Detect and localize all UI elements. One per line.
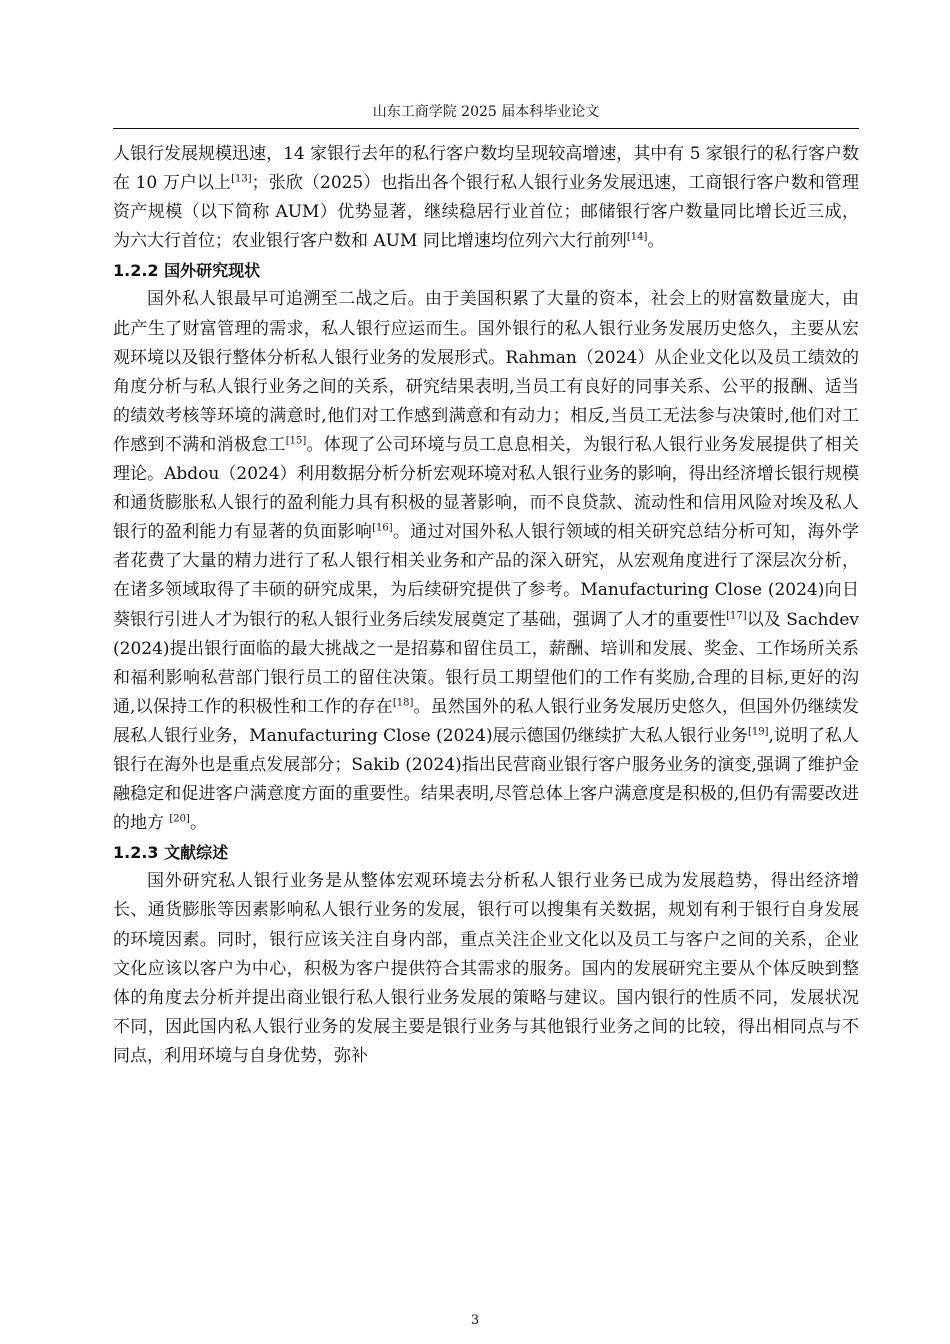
paragraph-text: 国外研究私人银行业务是从整体宏观环境去分析私人银行业务已成为发展趋势，得出经济增长、通货膨胀等因素影响私人银行业务的发展，银行可以搜集有关数据，规划有利于银行自身发展的环境因素。同时，银行应该关注自身内部，重点关注企业文化以及员工与客户之间的关系，企业文化应该以客户为中心，积极为客户提供符合其需求的服务。国内的发展研究主要从个体反映到整体的角度去分析并提出商业银行私人银行业务发展的策略与建议。国内银行的性质不同，发展状况不同，因此国内私人银行业务的发展主要是银行业务与其他银行业务之间的比较，得出相同点与不同点，利用环境与自身优势，弥补 <box>113 871 859 1066</box>
section-heading-literature-review: 1.2.3 文献综述 <box>113 843 229 863</box>
citation-ref: [20] <box>169 813 190 825</box>
paragraph-continuation <box>113 140 859 256</box>
paragraph-foreign-research <box>113 285 859 838</box>
header-divider <box>113 128 859 129</box>
running-header: 山东工商学院 2025 届本科毕业论文 <box>372 104 600 120</box>
paragraph-literature-review <box>113 867 859 1071</box>
paragraph-text: 人银行发展规模迅速，14 家银行去年的私行客户数均呈现较高增速，其中有 5 家银行的私行客户数在 10 万户以上 <box>113 144 859 194</box>
citation-ref: [13] <box>231 173 252 185</box>
paragraph-text: 。体现了公司环境与员工息息相关，为银行私人银行业务发展提供了相关理论。Abdou（2024）利用数据分析分析宏观环境对私人银行业务的影响，得出经济增长银行规模和通货膨胀私人银行的盈利能力具有积极的显著影响，而不良贷款、流动性和信用风险对埃及私人银行的盈利能力有显著的负面影响 <box>113 434 860 543</box>
paragraph-text: 以及 Sachdev (2024)提出银行面临的最大挑战之一是招募和留住员工，薪酬、培训和发展、奖金、工作场所关系和福利影响私营部门银行员工的留住决策。银行员工期望他们的工作有奖励,合理的目标,更好的沟通,以保持工作的积极性和工作的存在 <box>113 609 860 717</box>
paragraph-text: 。通过对国外私人银行领域的相关研究总结分析可知，海外学者花费了大量的精力进行了私人银行相关业务和产品的深入研究，从宏观角度进行了深层次分析，在诸多领域取得了丰硕的研究成果，为后续研究提供了参考。Manufacturing Close (2024)向日葵银行引进人才为银行的私人银行业务后续发展奠定了基础，强调了人才的重要性 <box>113 522 860 630</box>
paragraph-text: 。 <box>189 813 207 834</box>
page-number: 3 <box>470 1313 480 1328</box>
citation-ref: [17] <box>726 609 747 621</box>
paragraph-text: 。虽然国外的私人银行业务发展历史悠久，但国外仍继续发展私人银行业务，Manufacturing Close (2024)展示德国仍继续扩大私人银行业务 <box>113 696 860 746</box>
citation-ref: [14] <box>626 231 648 243</box>
paragraph-text: 国外私人银最早可追溯至二战之后。由于美国积累了大量的资本，社会上的财富数量庞大，由此产生了财富管理的需求，私人银行应运而生。国外银行的私人银行业务发展历史悠久，主要从宏观环境以及银行整体分析私人银行业务的发展形式。Rahman（2024）从企业文化以及员工绩效的角度分析与私人银行业务之间的关系，研究结果表明,当员工有良好的同事关系、公平的报酬、适当的绩效考核等环境的满意时,他们对工作感到满意和有动力；相反,当员工无法参与决策时,他们对工作感到不满和消极怠工 <box>113 289 859 455</box>
citation-ref: [18] <box>392 697 414 709</box>
body-text <box>113 140 859 1071</box>
paragraph-text: ；张欣（2025）也指出各个银行私人银行业务发展迅速，工商银行客户数和管理资产规模（以下简称 AUM）优势显著，继续稳居行业首位；邮储银行客户数量同比增长近三成，为六大行首位；农业银行客户数和 AUM 同比增速均位列六大行前列 <box>113 173 859 252</box>
citation-ref: [15] <box>285 435 307 447</box>
citation-ref: [16] <box>372 522 393 534</box>
paragraph-text: ,说明了私人银行在海外也是重点发展部分；Sakib (2024)指出民营商业银行客户服务业务的演变,强调了维护金融稳定和促进客户满意度方面的重要性。结果表明,尽管总体上客户满意度是积极的,但仍有需要改进的地方 <box>113 725 859 834</box>
citation-ref: [19] <box>747 726 769 738</box>
paragraph-text: 。 <box>647 231 665 252</box>
section-heading-foreign-research: 1.2.2 国外研究现状 <box>113 261 261 281</box>
